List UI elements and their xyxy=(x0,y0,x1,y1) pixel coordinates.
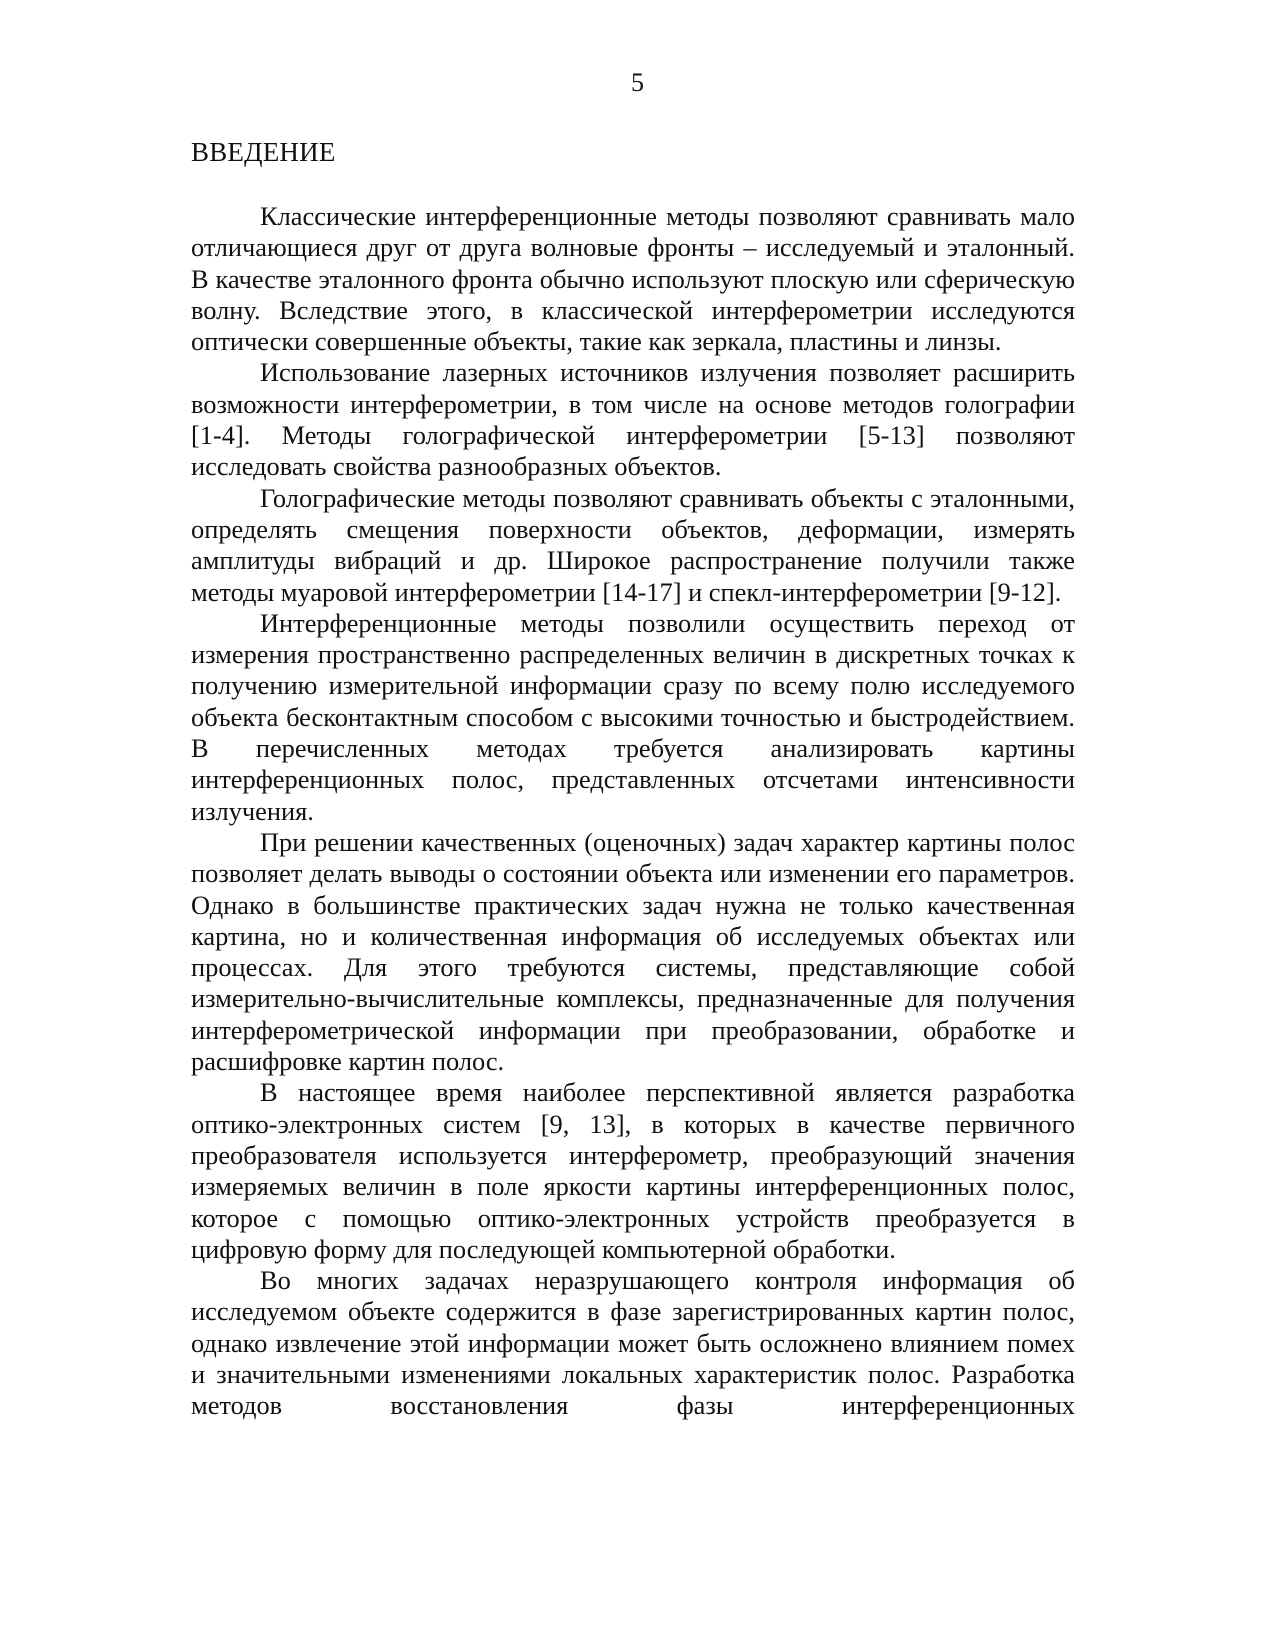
body-text xyxy=(191,201,1075,1422)
paragraph-classic-methods: Классические интерференционные методы позволяют сравнивать мало отличающиеся друг от друга волновые фронты – исследуемый и эталонный. В качестве эталонного фронта обычно используют плоскую или сферическую волну. Вследствие этого, в классической интерферометрии исследуются оптически совершенные объекты, такие как зеркала, пластины и линзы. xyxy=(191,201,1075,357)
paragraph-interference-methods: Интерференционные методы позволили осуществить переход от измерения пространственно распределенных величин в дискретных точках к получению измерительной информации сразу по всему полю исследуемого объекта бесконтактным способом с высокими точностью и быстродействием. В перечисленных методах требуется анализировать картины интерференционных полос, представленных отсчетами интенсивности излучения. xyxy=(191,607,1075,826)
paragraph-holographic-methods: Голографические методы позволяют сравнивать объекты с эталонными, определять смещения поверхности объектов, деформации, измерять амплитуды вибраций и др. Широкое распространение получили также методы муаровой интерферометрии [14-17] и спекл-интерферометрии [9-12]. xyxy=(191,482,1075,607)
page-number: 5 xyxy=(631,68,644,97)
paragraph-qualitative-tasks: При решении качественных (оценочных) задач характер картины полос позволяет делать выводы о состоянии объекта или изменении его параметров. Однако в большинстве практических задач нужна не только качественная картина, но и количественная информация об исследуемых объектах или процессах. Для этого требуются системы, представляющие собой измерительно-вычислительные комплексы, предназначенные для получения интерферометрической информации при преобразовании, обработке и расшифровке картин полос. xyxy=(191,826,1075,1077)
section-heading: ВВЕДЕНИЕ xyxy=(191,137,336,167)
paragraph-nondestructive-testing: Во многих задачах неразрушающего контроля информация об исследуемом объекте содержится в фазе зарегистрированных картин полос, однако извлечение этой информации может быть осложнено влиянием помех и значительными изменениями локальных характеристик полос. Разработка методов восстановления фазы интерференционных xyxy=(191,1265,1075,1421)
paragraph-laser-sources: Использование лазерных источников излучения позволяет расширить возможности интерферометрии, в том числе на основе методов голографии [1-4]. Методы голографической интерферометрии [5-13] позволяют исследовать свойства разнообразных объектов. xyxy=(191,357,1075,482)
paragraph-optoelectronic-systems: В настоящее время наиболее перспективной является разработка оптико-электронных систем [9, 13], в которых в качестве первичного преобразователя используется интерферометр, преобразующий значения измеряемых величин в поле яркости картины интерференционных полос, которое с помощью оптико-электронных устройств преобразуется в цифровую форму для последующей компьютерной обработки. xyxy=(191,1077,1075,1264)
